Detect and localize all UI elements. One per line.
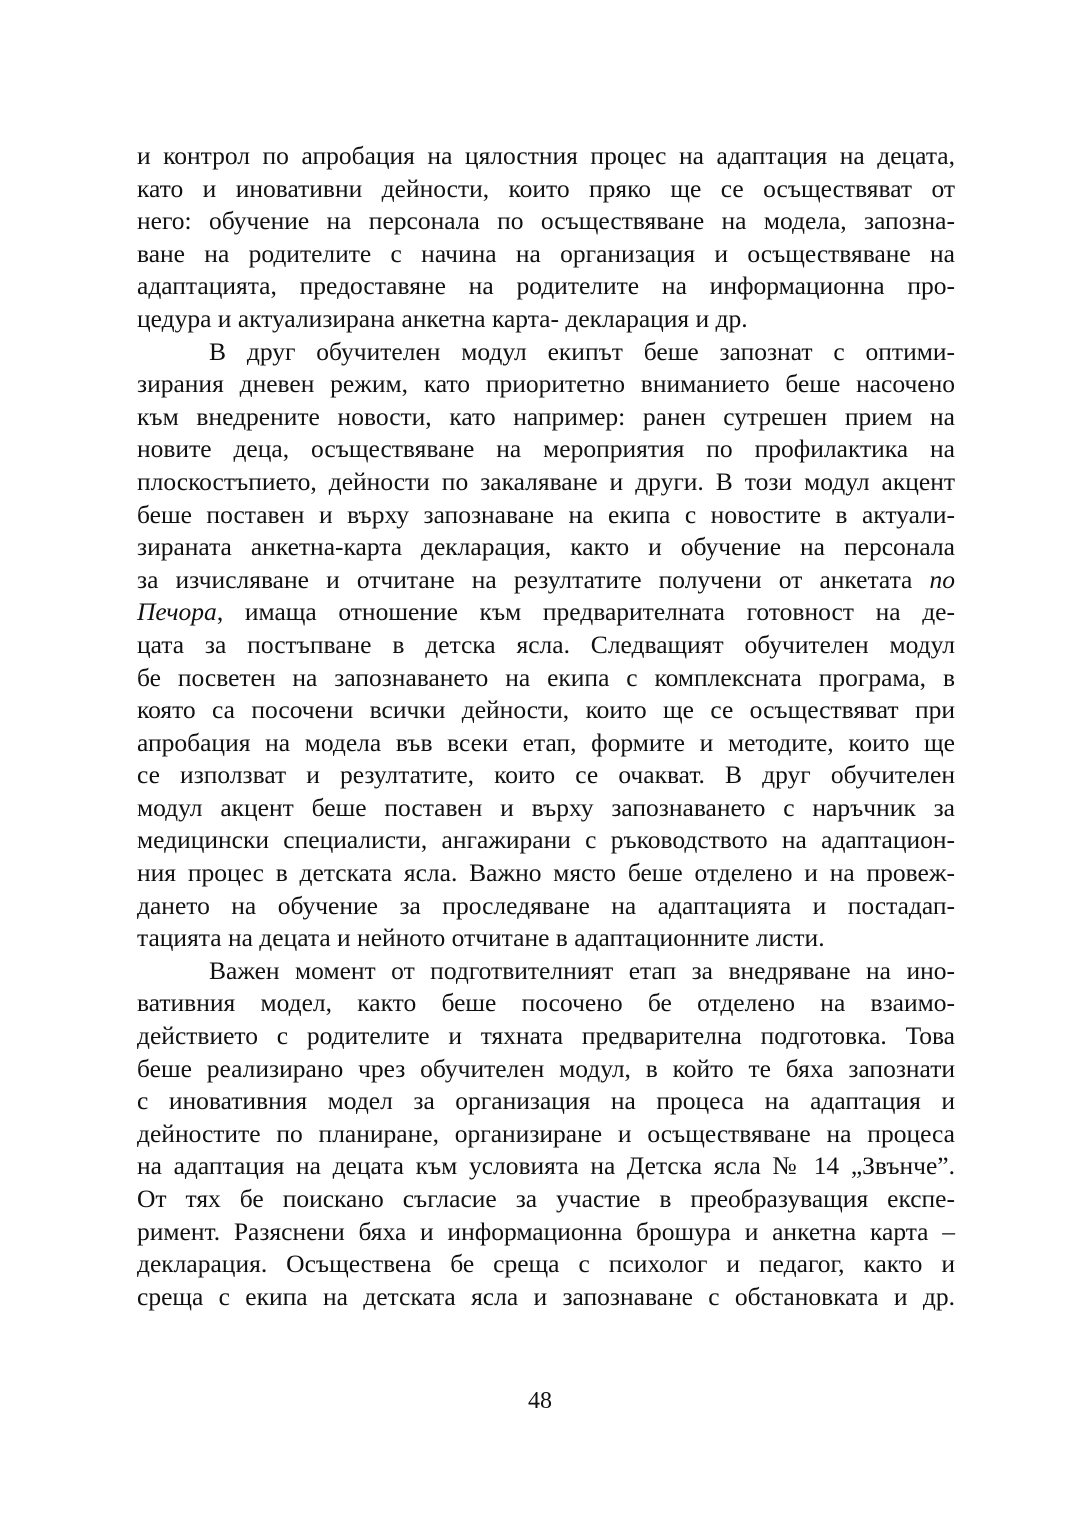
body-text (137, 140, 955, 1313)
text-line: декларация. Осъществена бе среща с психолог и педагог, както и (137, 1249, 955, 1279)
text-line: среща с екипа на детската ясла и запознаване с обстановката и др. (137, 1281, 955, 1311)
text-line: адаптацията, предоставяне на родителите на информационна про- (137, 271, 955, 301)
text-segment: за изчисляване и отчитане на резултатите получени от анкетата (137, 564, 930, 594)
text-line: новите деца, осъществяване на мероприятия по профилактика на (137, 434, 955, 464)
italic-segment: Печора (137, 597, 217, 627)
text-line: дането на обучение за проследяване на адаптацията и постадап- (137, 890, 955, 920)
text-line: В друг обучителен модул екипът беше запознат с оптими- (209, 336, 955, 366)
text-line: на адаптация на децата към условията на Детска ясла № 14 „Звънче”. (137, 1151, 955, 1181)
text-line: модул акцент беше поставен и върху запознаването с наръчник за (137, 792, 955, 822)
text-line: към внедрените новости, като например: ранен сутрешен прием на (137, 401, 955, 431)
text-line: и контрол по апробация на цялостния процес на адаптация на децата, (137, 141, 955, 170)
text-line: беше реализирано чрез обучителен модул, в който те бяха запознати (137, 1053, 955, 1083)
text-line: тацията на децата и нейното отчитане в адаптационните листи. (137, 923, 825, 953)
text-line: зираната анкетна-карта декларация, както и обучение на персонала (137, 532, 955, 562)
text-line: като и иновативни дейности, които пряко ще се осъществяват от (137, 173, 955, 203)
text-line: римент. Разяснени бяха и информационна брошура и анкетна карта – (137, 1216, 955, 1246)
text-line: която са посочени всички дейности, които ще се осъществяват при (137, 695, 955, 725)
text-line: медицински специалисти, ангажирани с ръководството на адаптацион- (137, 825, 955, 855)
text-line: бе посветен на запознаването на екипа с комплексната програма, в (137, 662, 955, 692)
text-line: цата за постъпване в детска ясла. Следващият обучителен модул (137, 629, 955, 659)
text-line: него: обучение на персонала по осъществяване на модела, запозна- (137, 206, 955, 236)
text-line: с иновативния модел за организация на процеса на адаптация и (137, 1086, 955, 1116)
page-number: 48 (528, 1388, 552, 1414)
text-line: ния процес в детската ясла. Важно място беше отделено и на провеж- (137, 858, 955, 888)
text-line: действието с родителите и тяхната предварителна подготовка. Това (137, 1021, 955, 1051)
text-line: Важен момент от подготвителният етап за внедряване на ино- (209, 955, 955, 985)
text-line: вативния модел, както беше посочено бе отделено на взаимо- (137, 988, 955, 1018)
italic-segment: по (929, 564, 955, 594)
text-line-with-italic (137, 596, 955, 629)
text-segment: , имаща отношение към предварителната готовност на де- (216, 597, 955, 627)
text-line: беше поставен и върху запознаване на екипа с новостите в актуали- (137, 499, 955, 529)
text-line: зирания дневен режим, като приоритетно вниманието беше насочено (137, 369, 955, 399)
text-line: дейностите по планиране, организиране и осъществяване на процеса (137, 1118, 955, 1148)
text-line-with-italic (137, 564, 955, 597)
text-line: цедура и актуализирана анкетна карта- декларация и др. (137, 303, 748, 333)
text-line: От тях бе поискано съгласие за участие в преобразуващия експе- (137, 1184, 955, 1213)
text-line: плоскостъпието, дейности по закаляване и други. В този модул акцент (137, 466, 955, 496)
text-line: апробация на модела във всеки етап, формите и методите, които ще (137, 727, 955, 757)
text-line: ване на родителите с начина на организация и осъществяване на (137, 238, 955, 268)
text-line: се използват и резултатите, които се очакват. В друг обучителен (137, 760, 955, 790)
